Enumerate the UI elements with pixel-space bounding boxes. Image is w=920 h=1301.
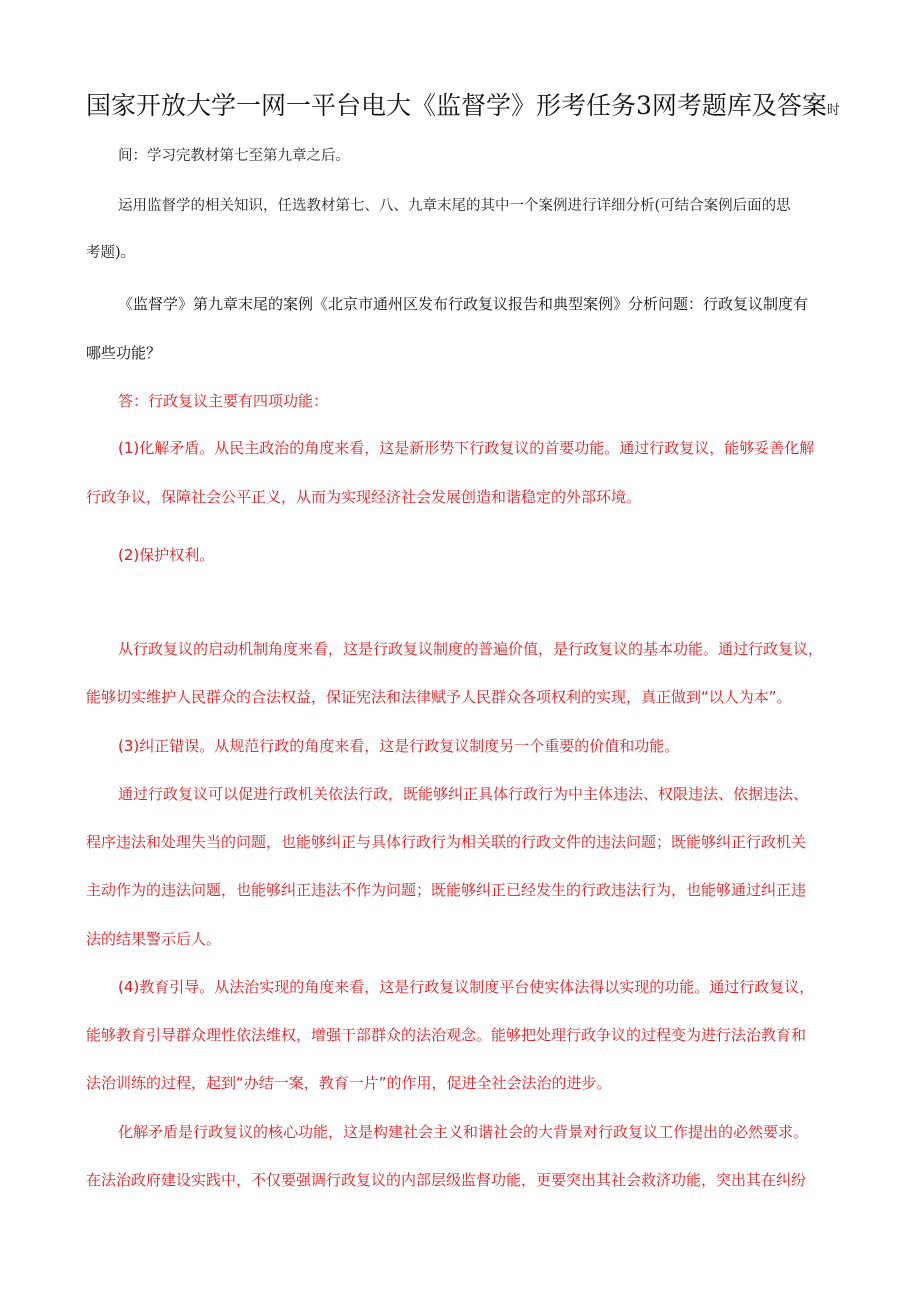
question-line-2: 哪些功能？ xyxy=(86,344,162,362)
answer-line-10: 法的结果警示后人。 xyxy=(86,930,222,948)
answer-line-12: 能够教育引导群众理性依法维权，增强干部群众的法治观念。能够把处理行政争议的过程变为进行法治教育和 xyxy=(86,1026,807,1044)
document-title xyxy=(86,88,840,129)
answer-line-3: (2)保护权利。 xyxy=(118,546,215,564)
answer-line-5: 能够切实维护人民群众的合法权益，保证宪法和法律赋予人民群众各项权利的实现，真正做到“以人为本”。 xyxy=(86,688,792,706)
answer-line-6: (3)纠正错误。从规范行政的角度来看，这是行政复议制度另一个重要的价值和功能。 xyxy=(118,737,680,755)
question-line-1: 《监督学》第九章末尾的案例《北京市通州区发布行政复议报告和典型案例》分析问题：行政复议制度有 xyxy=(118,295,809,313)
answer-line-4: 从行政复议的启动机制角度来看，这是行政复议制度的普遍价值，是行政复议的基本功能。通过行政复议， xyxy=(118,640,824,658)
answer-line-7: 通过行政复议可以促进行政机关依法行政，既能够纠正具体行政行为中主体违法、权限违法、依据违法、 xyxy=(118,785,809,803)
answer-line-11: (4)教育引导。从法治实现的角度来看，这是行政复议制度平台使实体法得以实现的功能。通过行政复议， xyxy=(118,978,815,996)
answer-line-8: 程序违法和处理失当的问题，也能够纠正与具体行政行为相关联的行政文件的违法问题；既能够纠正行政机关 xyxy=(86,833,807,851)
answer-line-13: 法治训练的过程，起到“办结一案，教育一片”的作用，促进全社会法治的进步。 xyxy=(86,1074,612,1092)
answer-line-14: 化解矛盾是行政复议的核心功能，这是构建社会主义和谐社会的大背景对行政复议工作提出的必然要求。 xyxy=(118,1123,809,1141)
document-title-text: 国家开放大学一网一平台电大《监督学》形考任务3网考题库及答案 xyxy=(86,91,827,120)
intro-line-3: 考题)。 xyxy=(86,245,136,261)
answer-heading: 答：行政复议主要有四项功能： xyxy=(118,392,329,410)
intro-line-2: 运用监督学的相关知识，任选教材第七、八、九章末尾的其中一个案例进行详细分析(可结合案例后面的思 xyxy=(118,198,791,214)
intro-line-1: 间：学习完教材第七至第九章之后。 xyxy=(118,148,350,164)
answer-line-9: 主动作为的违法问题，也能够纠正违法不作为问题；既能够纠正已经发生的行政违法行为，也能够通过纠正违 xyxy=(86,881,807,899)
answer-line-2: 行政争议，保障社会公平正义，从而为实现经济社会发展创造和谐稳定的外部环境。 xyxy=(86,488,642,506)
answer-line-1: (1)化解矛盾。从民主政治的角度来看，这是新形势下行政复议的首要功能。通过行政复议，能够妥善化解 xyxy=(118,439,815,457)
document-title-tail: 时 xyxy=(826,103,840,118)
answer-line-15: 在法治政府建设实践中，不仅要强调行政复议的内部层级监督功能，更要突出其社会救济功能，突出其在纠纷 xyxy=(86,1171,807,1189)
